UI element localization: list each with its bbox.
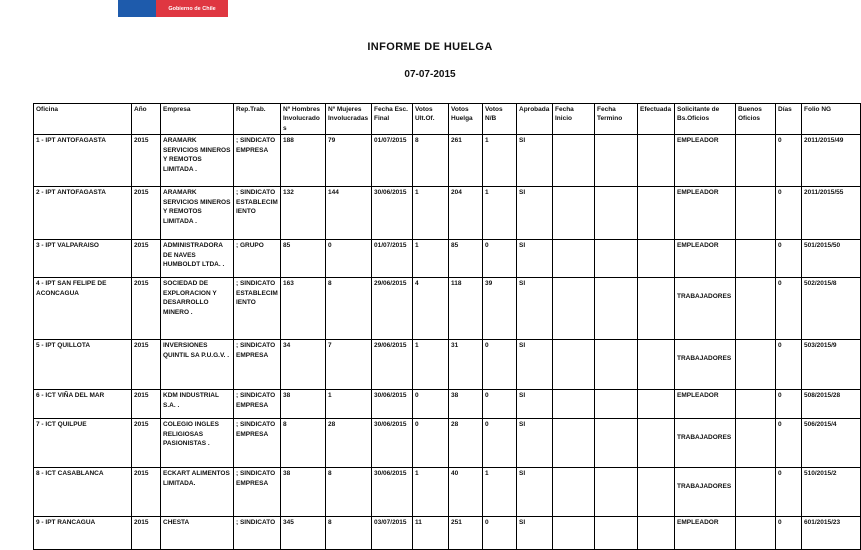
table-cell bbox=[595, 390, 638, 419]
table-cell: ARAMARK SERVICIOS MINEROS Y REMOTOS LIMITADA . bbox=[161, 187, 234, 240]
table-cell: 2015 bbox=[132, 187, 161, 240]
table-cell: 510/2015/2 bbox=[802, 468, 861, 517]
table-cell bbox=[638, 187, 675, 240]
table-cell: 2015 bbox=[132, 278, 161, 340]
table-cell bbox=[736, 390, 776, 419]
table-row bbox=[34, 517, 861, 550]
logo-text: Gobierno de Chile bbox=[168, 5, 216, 12]
column-header: Oficina bbox=[34, 104, 132, 135]
table-cell: 2015 bbox=[132, 390, 161, 419]
table-cell: 30/06/2015 bbox=[372, 468, 413, 517]
table-cell: ; SINDICATO bbox=[234, 517, 281, 550]
table-cell: 11 bbox=[413, 517, 449, 550]
table-cell bbox=[553, 240, 595, 278]
table-cell bbox=[736, 419, 776, 468]
table-cell: 501/2015/50 bbox=[802, 240, 861, 278]
table-cell: 508/2015/28 bbox=[802, 390, 861, 419]
column-header: Aprobada bbox=[517, 104, 553, 135]
table-cell: 7 - ICT QUILPUE bbox=[34, 419, 132, 468]
table-cell: ; GRUPO bbox=[234, 240, 281, 278]
table-cell bbox=[553, 340, 595, 390]
table-cell: 01/07/2015 bbox=[372, 135, 413, 187]
huelga-table bbox=[33, 103, 861, 550]
table-cell: 0 bbox=[483, 340, 517, 390]
table-cell: 1 bbox=[483, 135, 517, 187]
table-cell: 5 - IPT QUILLOTA bbox=[34, 340, 132, 390]
table-cell: 188 bbox=[281, 135, 326, 187]
table-cell: 2011/2015/49 bbox=[802, 135, 861, 187]
table-cell: 2 - IPT ANTOFAGASTA bbox=[34, 187, 132, 240]
column-header: Votos Ult.Of. bbox=[413, 104, 449, 135]
table-row bbox=[34, 278, 861, 340]
table-cell bbox=[736, 135, 776, 187]
column-header: Empresa bbox=[161, 104, 234, 135]
table-cell bbox=[638, 390, 675, 419]
table-cell: 502/2015/8 bbox=[802, 278, 861, 340]
table-cell: 8 - ICT CASABLANCA bbox=[34, 468, 132, 517]
table-cell: 0 bbox=[776, 468, 802, 517]
table-cell: 0 bbox=[776, 135, 802, 187]
table-cell: 0 bbox=[776, 390, 802, 419]
table-cell: SI bbox=[517, 135, 553, 187]
table-cell: 0 bbox=[483, 390, 517, 419]
table-cell bbox=[638, 468, 675, 517]
table-cell bbox=[595, 419, 638, 468]
table-cell: 261 bbox=[449, 135, 483, 187]
table-cell: 28 bbox=[449, 419, 483, 468]
table-cell bbox=[638, 278, 675, 340]
table-cell: 85 bbox=[281, 240, 326, 278]
table-cell: 0 bbox=[776, 419, 802, 468]
table-cell: 0 bbox=[776, 240, 802, 278]
table-cell: 34 bbox=[281, 340, 326, 390]
table-cell: ; SINDICATO EMPRESA bbox=[234, 390, 281, 419]
table-cell: 0 bbox=[413, 419, 449, 468]
table-cell: 40 bbox=[449, 468, 483, 517]
table-header bbox=[34, 104, 861, 135]
table-cell: ; SINDICATO ESTABLECIMIENTO bbox=[234, 278, 281, 340]
table-cell: 4 bbox=[413, 278, 449, 340]
table-cell: 0 bbox=[413, 390, 449, 419]
table-cell: EMPLEADOR bbox=[675, 390, 736, 419]
column-header: Días bbox=[776, 104, 802, 135]
table-cell: 163 bbox=[281, 278, 326, 340]
column-header: Solicitante de Bs.Oficios bbox=[675, 104, 736, 135]
logo-blue-block bbox=[118, 0, 156, 17]
header-row bbox=[34, 104, 861, 135]
table-cell: 03/07/2015 bbox=[372, 517, 413, 550]
table-cell: 7 bbox=[326, 340, 372, 390]
table-cell: 8 bbox=[281, 419, 326, 468]
table-cell: 8 bbox=[413, 135, 449, 187]
table-cell: 601/2015/23 bbox=[802, 517, 861, 550]
logo-red-block bbox=[156, 0, 228, 17]
page-title: INFORME DE HUELGA bbox=[367, 41, 493, 53]
table-cell bbox=[638, 517, 675, 550]
table-cell bbox=[595, 468, 638, 517]
table-cell: 1 bbox=[413, 468, 449, 517]
table-cell: 1 - IPT ANTOFAGASTA bbox=[34, 135, 132, 187]
column-header: Buenos Oficios bbox=[736, 104, 776, 135]
table-cell: 38 bbox=[449, 390, 483, 419]
table-cell bbox=[595, 135, 638, 187]
report-date: 07-07-2015 bbox=[404, 69, 456, 80]
column-header: Votos N/B bbox=[483, 104, 517, 135]
column-header: Rep.Trab. bbox=[234, 104, 281, 135]
table-cell: EMPLEADOR bbox=[675, 517, 736, 550]
column-header: Fecha Esc. Final bbox=[372, 104, 413, 135]
table-cell: 1 bbox=[413, 340, 449, 390]
table-cell: ; SINDICATO ESTABLECIMIENTO bbox=[234, 187, 281, 240]
table-cell: 2015 bbox=[132, 419, 161, 468]
table-cell: 2015 bbox=[132, 340, 161, 390]
table-cell: SI bbox=[517, 517, 553, 550]
column-header: Efectuada bbox=[638, 104, 675, 135]
table-cell: 0 bbox=[326, 240, 372, 278]
table-cell: EMPLEADOR bbox=[675, 240, 736, 278]
table-cell bbox=[736, 517, 776, 550]
table-cell: 3 - IPT VALPARAISO bbox=[34, 240, 132, 278]
column-header: Fecha Termino bbox=[595, 104, 638, 135]
table-cell: 1 bbox=[326, 390, 372, 419]
table-cell: 2011/2015/55 bbox=[802, 187, 861, 240]
table-cell bbox=[553, 517, 595, 550]
table-cell: 1 bbox=[483, 187, 517, 240]
table-cell: SI bbox=[517, 240, 553, 278]
table-cell: 0 bbox=[776, 187, 802, 240]
table-cell: 0 bbox=[483, 240, 517, 278]
table-cell bbox=[736, 187, 776, 240]
table-cell: EMPLEADOR bbox=[675, 187, 736, 240]
table-cell: ; SINDICATO EMPRESA bbox=[234, 468, 281, 517]
table-cell bbox=[553, 468, 595, 517]
table-cell bbox=[736, 468, 776, 517]
table-cell: 30/06/2015 bbox=[372, 187, 413, 240]
column-header: Nº Mujeres Involucradas bbox=[326, 104, 372, 135]
table-cell: CHESTA bbox=[161, 517, 234, 550]
table-cell: ECKART ALIMENTOS LIMITADA. bbox=[161, 468, 234, 517]
table-cell bbox=[736, 240, 776, 278]
table-cell: 144 bbox=[326, 187, 372, 240]
table-cell: INVERSIONES QUINTIL SA P.U.G.V. . bbox=[161, 340, 234, 390]
table-cell: 1 bbox=[413, 187, 449, 240]
table-cell: 132 bbox=[281, 187, 326, 240]
table-cell bbox=[553, 187, 595, 240]
table-cell: SI bbox=[517, 390, 553, 419]
table-cell: 8 bbox=[326, 517, 372, 550]
table-cell: 30/06/2015 bbox=[372, 419, 413, 468]
table-cell: 9 - IPT RANCAGUA bbox=[34, 517, 132, 550]
table-cell bbox=[595, 340, 638, 390]
table-cell: 28 bbox=[326, 419, 372, 468]
table-cell: ADMINISTRADORA DE NAVES HUMBOLDT LTDA. . bbox=[161, 240, 234, 278]
table-cell: 118 bbox=[449, 278, 483, 340]
table-row bbox=[34, 390, 861, 419]
table-cell: 8 bbox=[326, 278, 372, 340]
table-cell: SI bbox=[517, 187, 553, 240]
table-cell: 204 bbox=[449, 187, 483, 240]
table-cell: 4 - IPT SAN FELIPE DE ACONCAGUA bbox=[34, 278, 132, 340]
table-row bbox=[34, 419, 861, 468]
column-header: Año bbox=[132, 104, 161, 135]
table-cell: 506/2015/4 bbox=[802, 419, 861, 468]
table-cell: 2015 bbox=[132, 135, 161, 187]
table-cell: EMPLEADOR bbox=[675, 135, 736, 187]
table-cell: TRABAJADORES bbox=[675, 468, 736, 517]
table-row bbox=[34, 187, 861, 240]
table-cell: 29/06/2015 bbox=[372, 278, 413, 340]
table-cell: 1 bbox=[483, 468, 517, 517]
table-cell: TRABAJADORES bbox=[675, 340, 736, 390]
table-cell: 503/2015/9 bbox=[802, 340, 861, 390]
table-row bbox=[34, 240, 861, 278]
table-cell: 345 bbox=[281, 517, 326, 550]
table-cell bbox=[553, 419, 595, 468]
table-cell: 79 bbox=[326, 135, 372, 187]
table-cell bbox=[638, 340, 675, 390]
table-cell bbox=[638, 240, 675, 278]
table-cell bbox=[736, 278, 776, 340]
table-cell: 85 bbox=[449, 240, 483, 278]
table-cell bbox=[595, 517, 638, 550]
table-cell: 0 bbox=[776, 340, 802, 390]
table-cell: TRABAJADORES bbox=[675, 419, 736, 468]
table-cell: 6 - ICT VIÑA DEL MAR bbox=[34, 390, 132, 419]
table-cell: SOCIEDAD DE EXPLORACION Y DESARROLLO MINERO . bbox=[161, 278, 234, 340]
table-cell bbox=[638, 419, 675, 468]
table-cell bbox=[595, 278, 638, 340]
table-cell bbox=[553, 278, 595, 340]
table-cell: 0 bbox=[776, 517, 802, 550]
table-cell bbox=[553, 135, 595, 187]
table-row bbox=[34, 135, 861, 187]
table-cell: SI bbox=[517, 278, 553, 340]
table-cell: 1 bbox=[413, 240, 449, 278]
table-cell: 01/07/2015 bbox=[372, 240, 413, 278]
table-cell: 2015 bbox=[132, 517, 161, 550]
table-cell: ; SINDICATO EMPRESA bbox=[234, 419, 281, 468]
table-cell: 31 bbox=[449, 340, 483, 390]
table-cell bbox=[638, 135, 675, 187]
table-cell: ARAMARK SERVICIOS MINEROS Y REMOTOS LIMITADA . bbox=[161, 135, 234, 187]
table-cell: 29/06/2015 bbox=[372, 340, 413, 390]
table-cell bbox=[595, 240, 638, 278]
column-header: Votos Huelga bbox=[449, 104, 483, 135]
table-cell: 38 bbox=[281, 390, 326, 419]
table-cell: TRABAJADORES bbox=[675, 278, 736, 340]
table-cell: 38 bbox=[281, 468, 326, 517]
gobierno-de-chile-logo bbox=[118, 0, 228, 17]
table-cell: 39 bbox=[483, 278, 517, 340]
table-cell: 251 bbox=[449, 517, 483, 550]
table-cell: SI bbox=[517, 468, 553, 517]
table-cell: KDM INDUSTRIAL S.A. . bbox=[161, 390, 234, 419]
column-header: Nº Hombres Involucrados bbox=[281, 104, 326, 135]
table-cell: 8 bbox=[326, 468, 372, 517]
table-cell: SI bbox=[517, 419, 553, 468]
table-cell: SI bbox=[517, 340, 553, 390]
table-cell: ; SINDICATO EMPRESA bbox=[234, 135, 281, 187]
table-cell: 2015 bbox=[132, 240, 161, 278]
column-header: Fecha Inicio bbox=[553, 104, 595, 135]
table-row bbox=[34, 468, 861, 517]
table-body bbox=[34, 135, 861, 550]
table-cell: 30/06/2015 bbox=[372, 390, 413, 419]
table-cell: 0 bbox=[483, 419, 517, 468]
table-cell bbox=[553, 390, 595, 419]
table-cell: 0 bbox=[776, 278, 802, 340]
table-cell: ; SINDICATO EMPRESA bbox=[234, 340, 281, 390]
table-cell: COLEGIO INGLES RELIGIOSAS PASIONISTAS . bbox=[161, 419, 234, 468]
column-header: Folio NG bbox=[802, 104, 861, 135]
table-row bbox=[34, 340, 861, 390]
table-cell: 2015 bbox=[132, 468, 161, 517]
table-cell bbox=[595, 187, 638, 240]
table-cell: 0 bbox=[483, 517, 517, 550]
table-cell bbox=[736, 340, 776, 390]
